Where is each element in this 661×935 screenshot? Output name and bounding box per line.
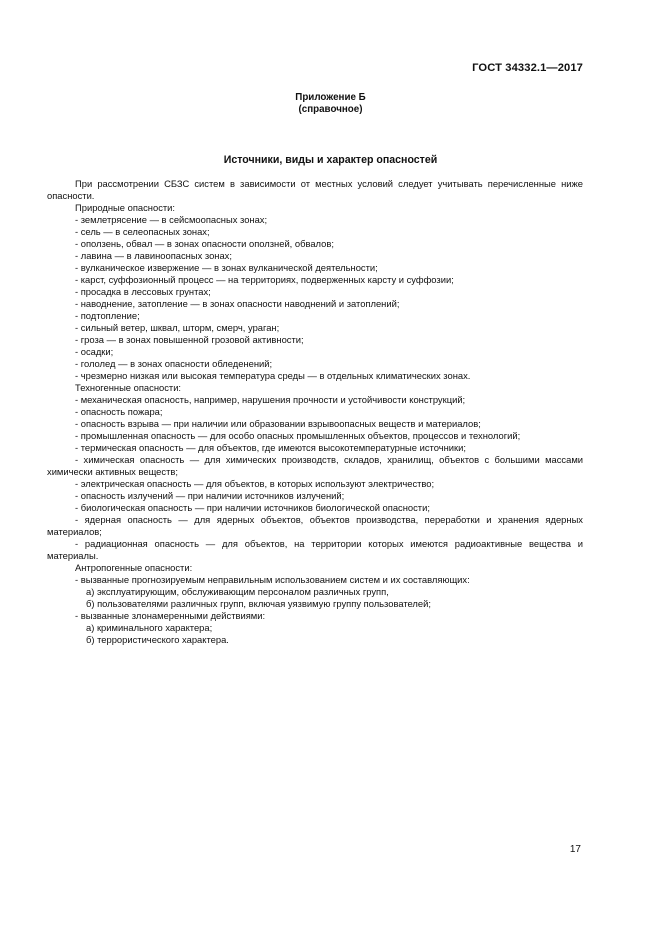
list-item: - вызванные злонамеренными действиями: (75, 610, 266, 621)
page-number: 17 (569, 844, 581, 855)
sub-list-item: а) криминального характера; (86, 622, 213, 633)
list-item: - механическая опасность, например, нарушения прочности и устойчивости конструкций; (75, 394, 466, 405)
list-item: - опасность излучений — при наличии источников излучений; (75, 490, 345, 501)
sub-list-item: а) эксплуатирующим, обслуживающим персоналом различных групп, (86, 586, 389, 597)
list-item: - оползень, обвал — в зонах опасности оползней, обвалов; (75, 238, 334, 249)
list-item: - карст, суффозионный процесс — на территориях, подверженных карсту и суффозии; (75, 274, 454, 285)
list-item: - радиационная опасность — для объектов, на территории которых имеются радиоактивные вещества и материалы. (47, 538, 583, 561)
list-item: - чрезмерно низкая или высокая температура среды — в отдельных климатических зонах. (75, 370, 471, 381)
annex-title: Приложение Б (295, 92, 366, 103)
list-item: - гроза — в зонах повышенной грозовой активности; (75, 334, 304, 345)
standard-code: ГОСТ 34332.1—2017 (472, 62, 583, 74)
sub-list-item: б) пользователями различных групп, включая уязвимую группу пользователей; (86, 598, 431, 609)
list-item: - подтопление; (75, 310, 140, 321)
sub-list-item: б) террористического характера. (86, 634, 229, 645)
technogenic-hazards-heading: Техногенные опасности: (75, 382, 182, 393)
list-item: - лавина — в лавиноопасных зонах; (75, 250, 232, 261)
list-item: - биологическая опасность — при наличии источников биологической опасности; (75, 502, 430, 513)
list-item: - просадка в лессовых грунтах; (75, 286, 211, 297)
annex-heading (0, 92, 661, 116)
list-item: - термическая опасность — для объектов, где имеются высокотемпературные источники; (75, 442, 466, 453)
list-item: - сильный ветер, шквал, шторм, смерч, ураган; (75, 322, 280, 333)
document-body (47, 178, 583, 646)
list-item: - наводнение, затопление — в зонах опасности наводнений и затоплений; (75, 298, 400, 309)
list-item: - осадки; (75, 346, 114, 357)
list-item: - сель — в селеопасных зонах; (75, 226, 210, 237)
list-item: - ядерная опасность — для ядерных объектов, объектов производства, переработки и хранения ядерных материалов; (47, 514, 583, 537)
intro-paragraph: При рассмотрении СБЗС систем в зависимости от местных условий следует учитывать перечисленные ниже опасности. (47, 178, 583, 201)
list-item: - опасность пожара; (75, 406, 163, 417)
list-item: - вулканическое извержение — в зонах вулканической деятельности; (75, 262, 378, 273)
list-item: - промышленная опасность — для особо опасных промышленных объектов, процессов и технологий; (75, 430, 521, 441)
anthropogenic-hazards-heading: Антропогенные опасности: (75, 562, 193, 573)
section-title: Источники, виды и характер опасностей (223, 154, 438, 166)
annex-subtitle: (справочное) (298, 104, 363, 115)
list-item: - электрическая опасность — для объектов, в которых используют электричество; (75, 478, 435, 489)
list-item: - гололед — в зонах опасности обледенений; (75, 358, 273, 369)
list-item: - землетрясение — в сейсмоопасных зонах; (75, 214, 268, 225)
list-item: - химическая опасность — для химических производств, складов, хранилищ, объектов с большими массами химически активных веществ; (47, 454, 583, 477)
natural-hazards-heading: Природные опасности: (75, 202, 176, 213)
list-item: - вызванные прогнозируемым неправильным использованием систем и их составляющих: (75, 574, 470, 585)
list-item: - опасность взрыва — при наличии или образовании взрывоопасных веществ и материалов; (75, 418, 481, 429)
